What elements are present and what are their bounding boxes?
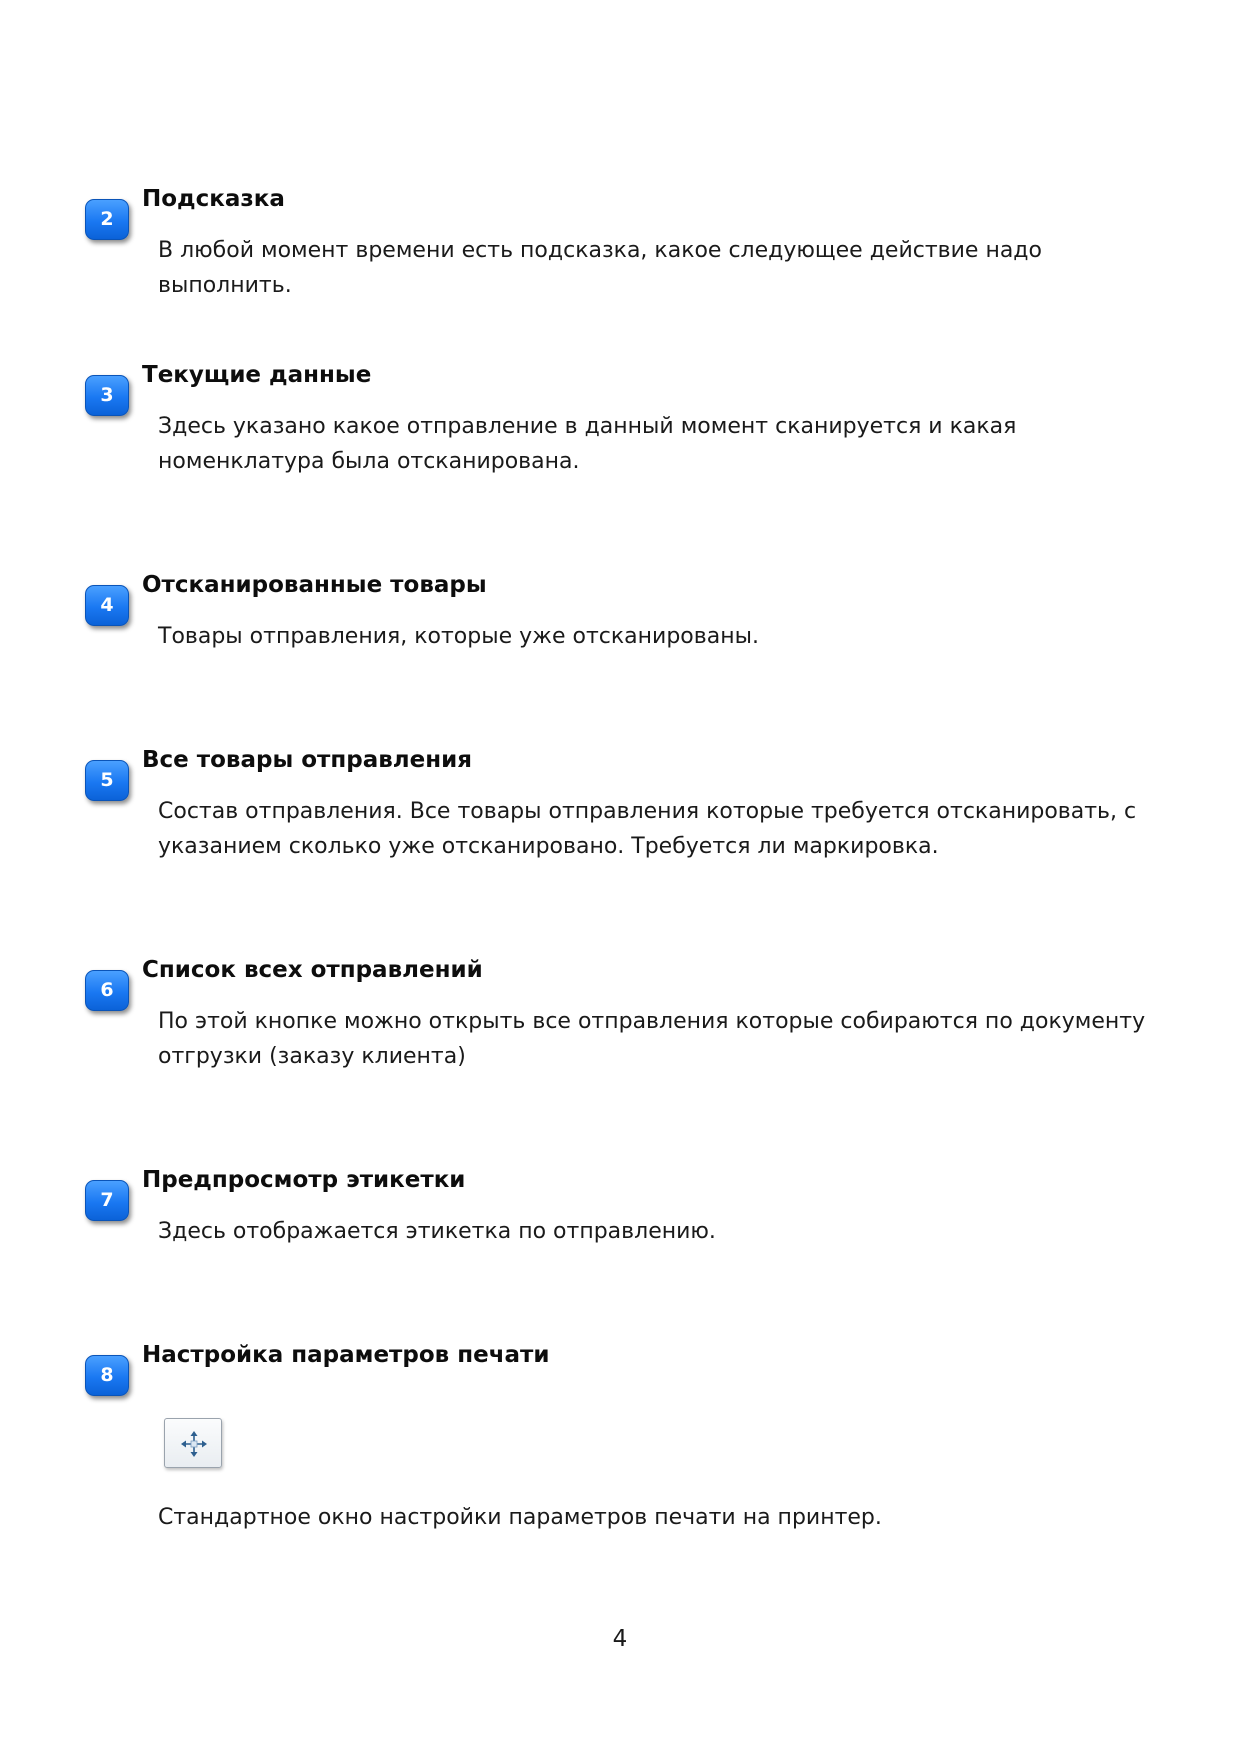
- section-description: В любой момент времени есть подсказка, какое следующее действие надо выполнить.: [158, 238, 1042, 298]
- page-number: 4: [612, 1626, 628, 1652]
- print-settings-icon[interactable]: [164, 1418, 222, 1468]
- section-title: Список всех отправлений: [142, 957, 483, 983]
- number-badge: 7: [85, 1180, 129, 1221]
- section-title: Предпросмотр этикетки: [142, 1167, 466, 1193]
- move-arrows-icon: [180, 1430, 208, 1458]
- section-description: Здесь указано какое отправление в данный момент сканируется и какая номенклатура была отсканирована.: [158, 414, 1017, 474]
- section-title: Отсканированные товары: [142, 572, 487, 598]
- section-description: По этой кнопке можно открыть все отправления которые собираются по документу отгрузки (заказу клиента): [158, 1009, 1146, 1069]
- section-description: Стандартное окно настройки параметров печати на принтер.: [158, 1505, 882, 1530]
- section-title: Текущие данные: [142, 362, 372, 388]
- section-title: Все товары отправления: [142, 747, 473, 773]
- section-title: Настройка параметров печати: [142, 1342, 550, 1368]
- number-badge: 2: [85, 199, 129, 240]
- number-badge: 8: [85, 1355, 129, 1396]
- section-description: Здесь отображается этикетка по отправлению.: [158, 1219, 716, 1244]
- section-title: Подсказка: [142, 186, 285, 212]
- number-badge: 3: [85, 375, 129, 416]
- number-badge: 5: [85, 760, 129, 801]
- number-badge: 6: [85, 970, 129, 1011]
- number-badge: 4: [85, 585, 129, 626]
- section-description: Товары отправления, которые уже отсканированы.: [158, 624, 759, 649]
- section-description: Состав отправления. Все товары отправления которые требуется отсканировать, с указанием сколько уже отсканировано. Требуется ли маркировка.: [158, 799, 1137, 859]
